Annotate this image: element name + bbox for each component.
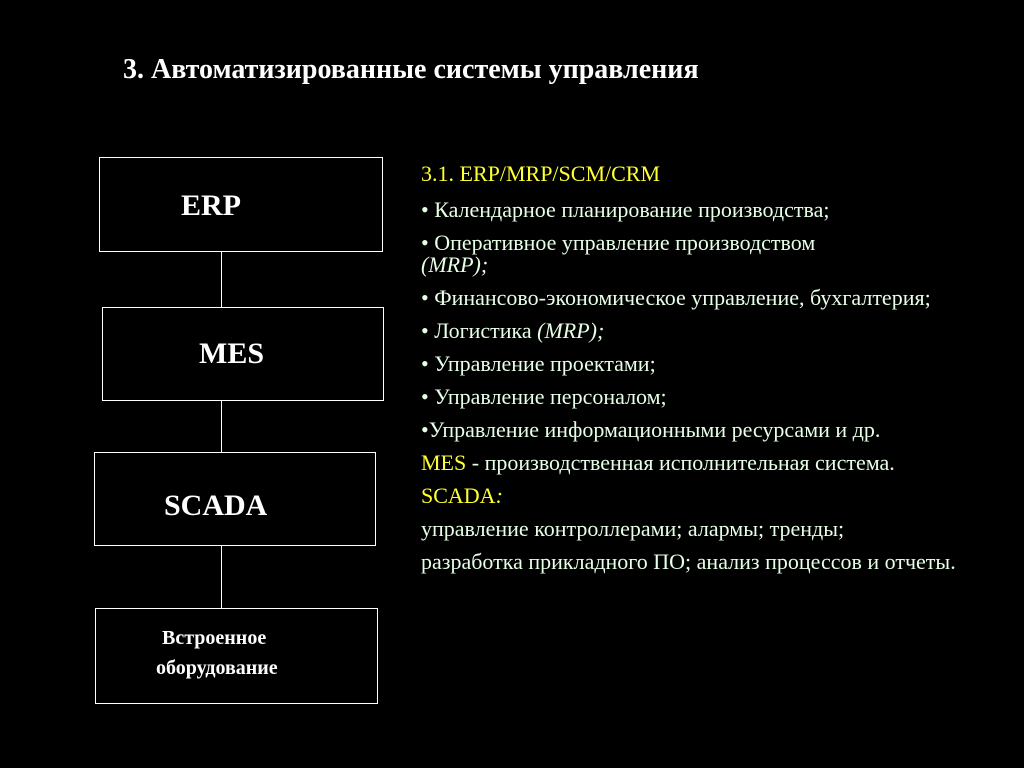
item-suffix: (MRP);	[537, 318, 605, 343]
scada-label: SCADA	[164, 489, 268, 522]
scada-colon: :	[495, 483, 503, 508]
mes-definition	[421, 452, 951, 474]
bullet: •	[421, 230, 435, 255]
item-text: Управление информационными ресурсами и др.	[428, 417, 881, 442]
mes-label: MES	[199, 337, 265, 370]
embedded-label-line1: Встроенное	[162, 627, 267, 649]
bullet: •	[421, 351, 435, 376]
item-text: Управление персоналом;	[434, 384, 667, 409]
bullet: •	[421, 197, 435, 222]
list-item	[421, 199, 1011, 221]
content-heading: 3.1. ERP/MRP/SCM/CRM	[421, 161, 661, 186]
scada-heading	[421, 485, 1011, 507]
scada-line-1: управление контроллерами; алармы; тренды;	[421, 516, 845, 541]
scada-term: SCADA	[421, 483, 496, 508]
embedded-label-line2: оборудование	[156, 657, 278, 679]
item-text: Управление проектами;	[434, 351, 656, 376]
list-item	[421, 419, 981, 441]
mes-term: MES	[421, 450, 467, 475]
scada-line-2: разработка прикладного ПО; анализ процессов и отчеты.	[421, 549, 956, 574]
item-text: Оперативное управление производством	[434, 230, 816, 255]
embedded-equipment-box	[95, 608, 378, 704]
list-item	[421, 232, 1011, 276]
erp-box	[99, 157, 383, 252]
bullet: •	[421, 318, 435, 343]
bullet: •	[421, 384, 435, 409]
connector-erp-mes	[221, 252, 222, 307]
scada-box	[94, 452, 376, 546]
erp-label: ERP	[181, 189, 241, 222]
content-panel	[421, 163, 1011, 573]
item-text: Логистика	[434, 318, 538, 343]
list-item	[421, 386, 1011, 408]
slide-title: 3. Автоматизированные системы управления	[123, 54, 699, 85]
mes-box	[102, 307, 384, 401]
connector-mes-scada	[221, 401, 222, 452]
bullet: •	[421, 285, 435, 310]
list-item	[421, 287, 941, 309]
bullet: •	[421, 417, 429, 442]
item-suffix: (MRP);	[421, 252, 489, 277]
connector-scada-embedded	[221, 546, 222, 608]
list-item	[421, 320, 1011, 342]
mes-description: - производственная исполнительная система.	[466, 450, 895, 475]
list-item	[421, 353, 1011, 375]
item-text: Календарное планирование производства;	[434, 197, 830, 222]
item-text: Финансово-экономическое управление, бухгалтерия;	[434, 285, 931, 310]
